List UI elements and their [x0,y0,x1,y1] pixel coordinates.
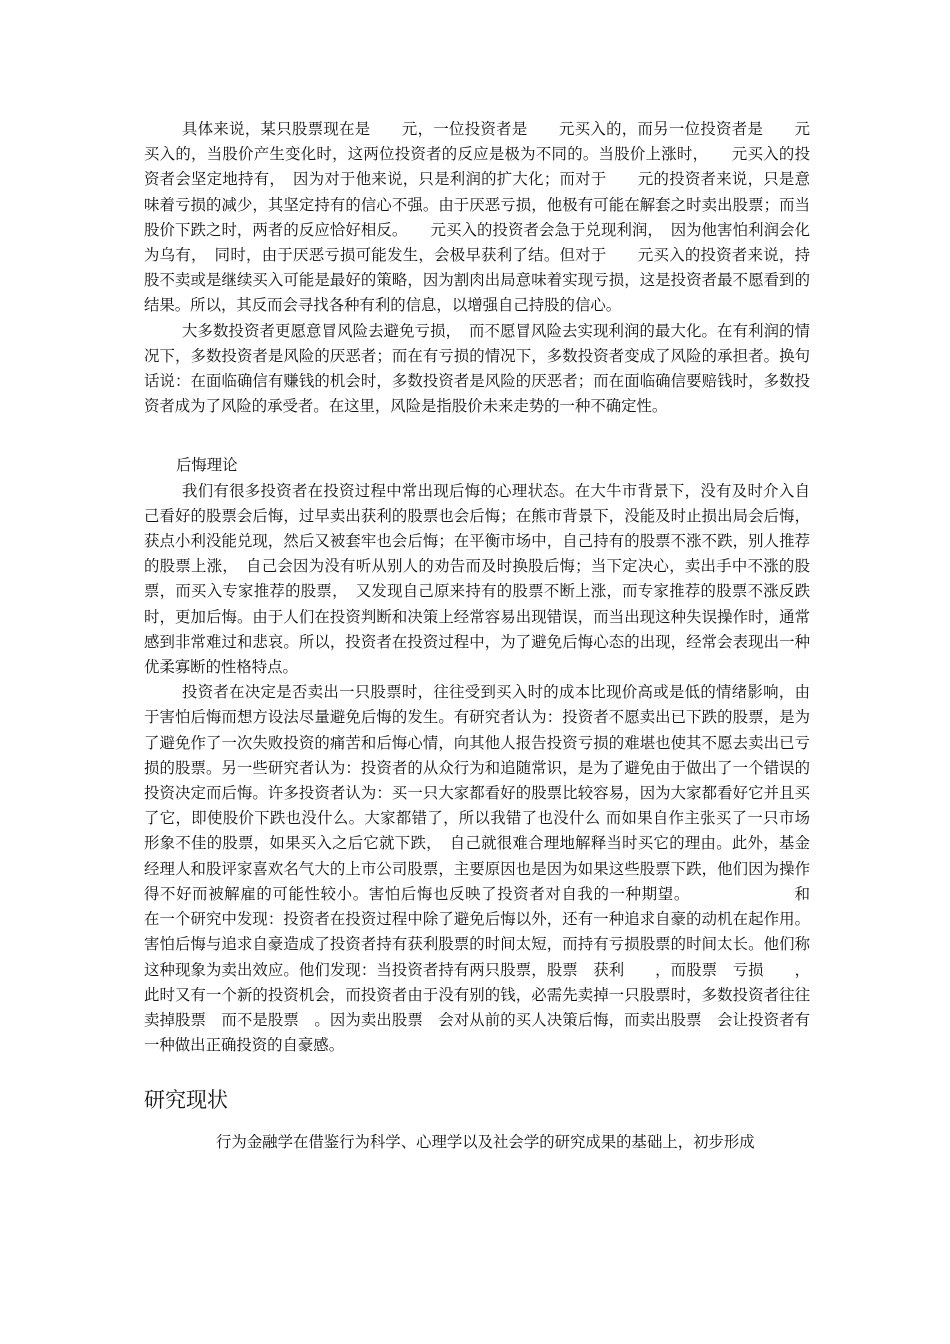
paragraph-research-intro: 行为金融学在借鉴行为科学、心理学以及社会学的研究成果的基础上，初步形成 [216,1133,755,1152]
section-heading-research-status: 研究现状 [144,1088,228,1113]
paragraph-regret-states: 我们有很多投资者在投资过程中常出现后悔的心理状态。在大牛市背景下，没有及时介入自己看好的股票会后悔，过早卖出获利的股票也会后悔；在熊市背景下，没能及时止损出局会后悔，获点小利没能兑现，然后又被套牢也会后悔；在平衡市场中，自己持有的股票不涨不跌，别人推荐的股票上涨， 自己会因为没有听从别人的劝告而及时换股后悔；当下定决心，卖出手中不涨的股票，而买入专家推荐的股票， 又发现自己原来持有的股票不断上涨，而专家推荐的股票不涨反跌时，更加后悔。由于人们在投资判断和决策上经常容易出现错误，而当出现这种失误操作时，通常感到非常难过和悲哀。所以，投资者在投资过程中，为了避免后悔心态的出现，经常会表现出一种优柔寡断的性格特点。 [144,481,810,677]
document-page [144,117,918,1156]
section-gap [144,419,810,453]
subheading-regret-theory: 后悔理论 [176,456,238,475]
paragraph-disposition-effect: 投资者在决定是否卖出一只股票时，往往受到买入时的成本比现价高或是低的情绪影响，由于害怕后悔而想方设法尽量避免后悔的发生。有研究者认为：投资者不愿卖出已下跌的股票，是为了避免作了一次失败投资的痛苦和后悔心情，向其他人报告投资亏损的难堪也使其不愿去卖出已亏损的股票。另一些研究者认为：投资者的从众行为和追随常识，是为了避免由于做出了一个错误的投资决定而后悔。许多投资者认为：买一只大家都看好的股票比较容易，因为大家都看好它并且买了它，即使股价下跌也没什么。大家都错了，所以我错了也没什么 而如果自作主张买了一只市场形象不佳的股票，如果买入之后它就下跌， 自己就很难合理地解释当时买它的理由。此外，基金经理人和股评家喜欢名气大的上市公司股票，主要原因也是因为如果这些股票下跌，他们因为操作得不好而被解雇的可能性较小。害怕后悔也反映了投资者对自我的一种期望。 和 在一个研究中发现：投资者在投资过程中除了避免后悔以外，还有一种追求自豪的动机在起作用。害怕后悔与追求自豪造成了投资者持有获利股票的时间太短，而持有亏损股票的时间太长。他们称这种现象为卖出效应。他们发现：当投资者持有两只股票，股票 获利 ，而股票 亏损 ，此时又有一个新的投资机会，而投资者由于没有别的钱，必需先卖掉一只股票时，多数投资者往往卖掉股票 而不是股票 。因为卖出股票 会对从前的买人决策后悔，而卖出股票 会让投资者有一种做出正确投资的自豪感。 [144,683,918,1055]
paragraph-prospect-example: 具体来说，某只股票现在是 元，一位投资者是 元买入的，而另一位投资者是 元买入的，当股价产生变化时，这两位投资者的反应是极为不同的。当股价上涨时， 元买入的投资者会坚定地持有， 因为对于他来说，只是利润的扩大化；而对于 元的投资者来说，只是意味着亏损的减少，其坚定持有的信心不强。由于厌恶亏损，他极有可能在解套之时卖出股票；而当股价下跌之时，两者的反应恰好相反。 元买入的投资者会急于兑现利润， 因为他害怕利润会化为乌有， 同时，由于厌恶亏损可能发生，会极早获利了结。但对于 元买入的投资者来说，持股不卖或是继续买入可能是最好的策略，因为割肉出局意味着实现亏损，这是投资者最不愿看到的结果。所以，其反而会寻找各种有利的信息，以增强自己持股的信心。 [144,120,810,315]
paragraph-risk-attitude: 大多数投资者更愿意冒风险去避免亏损， 而不愿冒风险去实现利润的最大化。在有利润的情况下，多数投资者是风险的厌恶者；而在有亏损的情况下，多数投资者变成了风险的承担者。换句话说：在面临确信有赚钱的机会时，多数投资者是风险的厌恶者；而在面临确信要赔钱时，多数投资者成为了风险的承受者。在这里，风险是指股价未来走势的一种不确定性。 [144,321,810,416]
